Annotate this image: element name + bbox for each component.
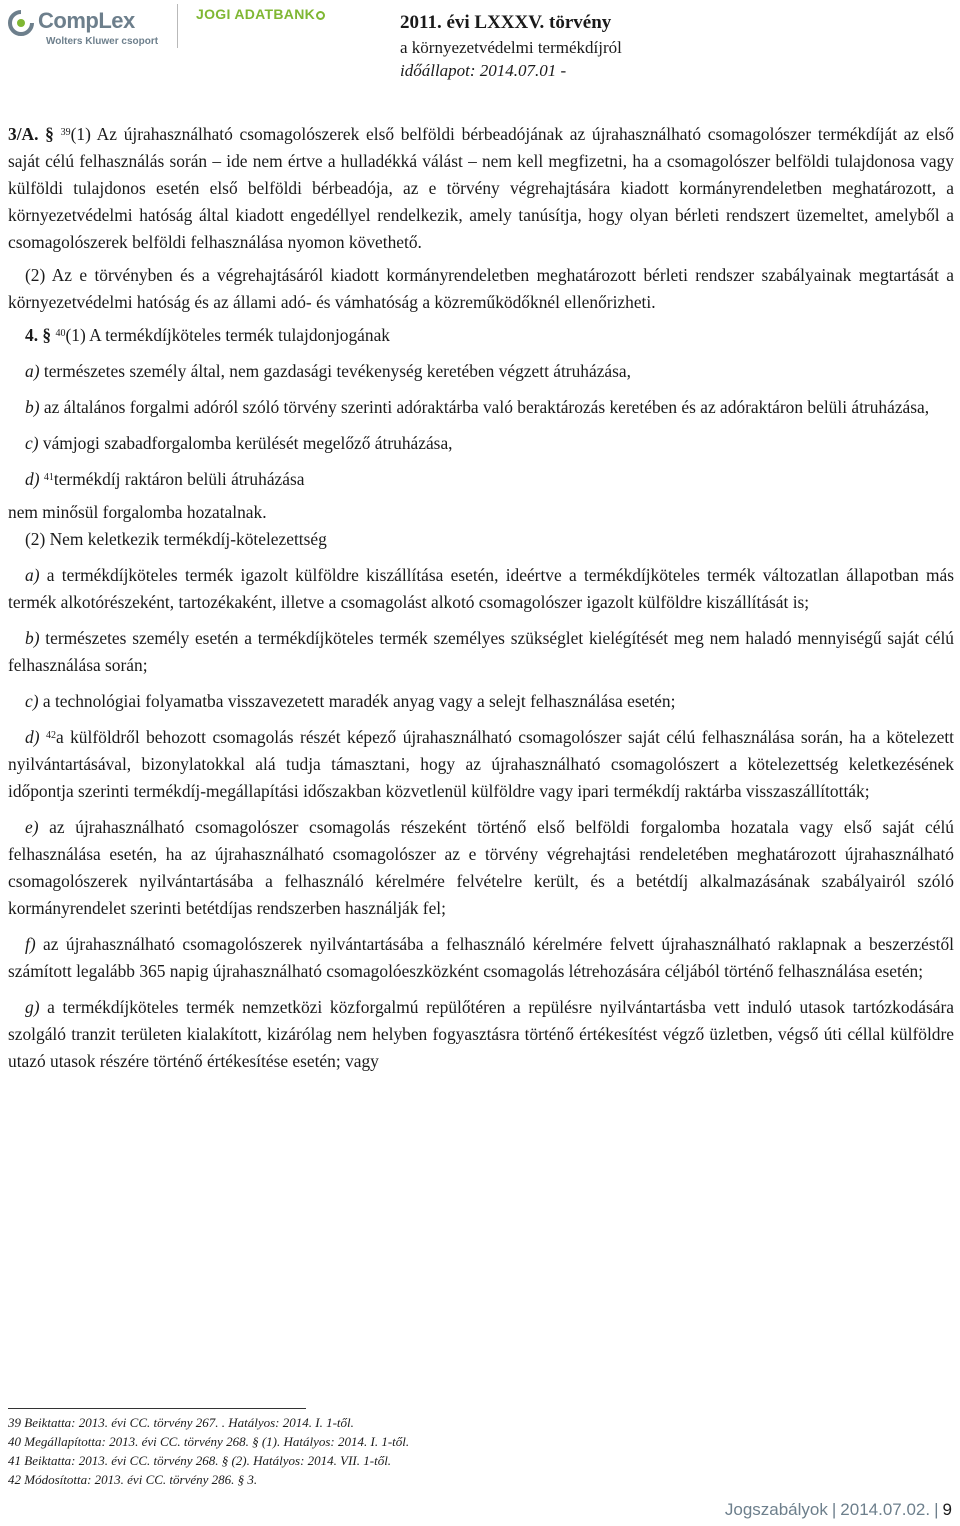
- point-1d-letter: d): [25, 469, 40, 489]
- point-2f: [8, 931, 954, 985]
- footer-date: 2014.07.02.: [840, 1500, 931, 1519]
- section-4-label: 4. §: [25, 325, 52, 345]
- section-3a-text-1: (1) Az újrahasználható csomagolószerek első belföldi bérbeadójának az újrahasználható csomagolószer termékdíját az első saját célú felhasználás során – ide nem értve a hulladékká válást – nem kell megfizetni, ha a csomagolószer belföldi tulajdonosa vagy külföldi tulajdonos esetén első belföldi bérbeadója, az e törvény végrehajtására kiadott kormányrendeletben meghatározott, a környezetvédelmi hatóság által kiadott engedéllyel rendelkezik, amely tanúsítja, hogy olyan bérleti rendszert üzemeltet, amelyből a csomagolószerek belföldi felhasználása nyomon követhető.: [8, 124, 954, 252]
- section-3a-text-2: (2) Az e törvényben és a végrehajtásáról kiadott kormányrendeletben meghatározott bérleti rendszer szabályainak megtartását a környezetvédelmi hatóság és az állami adó- és vámhatóság a közreműködőknél ellenőrizheti.: [8, 265, 954, 312]
- page-header: [0, 0, 960, 88]
- complex-logo-icon: [8, 10, 34, 36]
- footer-source: Jogszabályok: [724, 1500, 828, 1519]
- point-1c-letter: c): [25, 433, 39, 453]
- point-2g-text: a termékdíjköteles termék nemzetközi közforgalmú repülőtéren a repülésre nyilvántartásba vett induló utasok tartózkodására szolgáló tranzit területen kialakított, kizárólag nem helyben fogyasztásra történő értékesítést végző üzletben, végső úti céllal külföldre utazó utasok részére történő értékesítése esetén; vagy: [8, 997, 954, 1071]
- page-footer: [725, 1500, 952, 1520]
- point-2a-letter: a): [25, 565, 40, 585]
- point-1b-text: az általános forgalmi adóról szóló törvény szerinti adóraktárba való beraktározás keretében és az adóraktáron belüli átruházása,: [43, 397, 930, 417]
- point-2c-text: a technológiai folyamatba visszavezetett maradék anyag vagy a selejt felhasználása esetén;: [42, 691, 676, 711]
- footnote-42: 42 Módosította: 2013. évi CC. törvény 286. § 3.: [8, 1472, 258, 1487]
- point-2e: [8, 814, 954, 922]
- point-1a: [8, 358, 954, 385]
- point-2f-letter: f): [25, 934, 36, 954]
- point-2b: [8, 625, 954, 679]
- point-2c-letter: c): [25, 691, 39, 711]
- section-4-text-2: (2) Nem keletkezik termékdíj-kötelezettség: [25, 529, 327, 549]
- point-1b: [8, 394, 954, 421]
- section-4-1-closing-text: nem minősül forgalomba hozatalnak.: [8, 502, 267, 522]
- complex-logo-subtitle: Wolters Kluwer csoport: [46, 36, 159, 47]
- point-1a-text: természetes személy által, nem gazdasági tevékenység keretében végzett átruházása,: [43, 361, 631, 381]
- point-1d: [8, 466, 954, 493]
- footnote-39: 39 Beiktatta: 2013. évi CC. törvény 267. . Hatályos: 2014. I. 1-től.: [8, 1415, 354, 1430]
- section-3a-paragraph-1: [8, 121, 954, 256]
- point-2c: [8, 688, 954, 715]
- footnote-41: 41 Beiktatta: 2013. évi CC. törvény 268. § (2). Hatályos: 2014. VII. 1-től.: [8, 1453, 392, 1468]
- point-2b-text: természetes személy esetén a termékdíjköteles termék személyes szükséglet kielégítését meg nem haladó mennyiségű saját célú felhasználása során;: [8, 628, 954, 675]
- section-4-1-closing: [8, 499, 954, 526]
- point-2d: [8, 724, 954, 805]
- point-1a-letter: a): [25, 361, 40, 381]
- point-2g-letter: g): [25, 997, 40, 1017]
- point-2d-text: a külföldről behozott csomagolás részét képező újrahasználható csomagolószer saját célú felhasználása során, ha a kötelezett nyilvántartásával, bizonylatokkal alá tudja támasztani, hogy az újrahasználható csomagolószert a kötelezettség keletkezésének időpontja szerinti termékdíj-megállapítási időszakban közvetlenül külföldre vagy ipari termékdíj raktárba visszaszállították;: [8, 727, 954, 801]
- point-2f-text: az újrahasználható csomagolószerek nyilvántartásába a felhasználó kérelmére felvett újrahasználható raklapnak a beszerzéstől számított legalább 365 napig újrahasználható csomagolóeszközként csomagolás létrehozására céljából történő felhasználása esetén;: [8, 934, 954, 981]
- point-2a: [8, 562, 954, 616]
- footnote-ref-41[interactable]: 41: [43, 472, 54, 483]
- section-3a-paragraph-2: [8, 262, 954, 316]
- section-4-paragraph-1: [8, 322, 954, 349]
- point-1c-text: vámjogi szabadforgalomba kerülését megelőző átruházása,: [42, 433, 453, 453]
- jogi-adatbank-logo: [196, 6, 325, 22]
- page-number: 9: [942, 1500, 952, 1519]
- footnote-ref-42[interactable]: 42: [45, 730, 56, 741]
- complex-logo-name: CompLex: [38, 8, 135, 33]
- point-1c: [8, 430, 954, 457]
- law-title: 2011. évi LXXXV. törvény: [400, 12, 612, 33]
- footnote-divider: [8, 1408, 306, 1409]
- law-subtitle: a környezetvédelmi termékdíjról: [400, 38, 622, 57]
- footnote-ref-40[interactable]: 40: [55, 328, 66, 339]
- section-4-paragraph-2: [8, 526, 954, 553]
- footnote-40: 40 Megállapította: 2013. évi CC. törvény 268. § (1). Hatályos: 2014. I. 1-től.: [8, 1434, 410, 1449]
- point-2d-letter: d): [25, 727, 40, 747]
- point-2b-letter: b): [25, 628, 40, 648]
- footnote-ref-39[interactable]: 39: [60, 127, 71, 138]
- time-state: időállapot: 2014.07.01 -: [400, 61, 567, 80]
- point-2g: [8, 994, 954, 1075]
- point-2a-text: a termékdíjköteles termék igazolt külföldre kiszállítása esetén, ideértve a termékdíjköteles termék változatlan állapotban más termék alkotórészeként, tartozékaként, illetve a csomagolást alkotó csomagolószer igazolt külföldre kiszállítását is;: [8, 565, 954, 612]
- point-1b-letter: b): [25, 397, 40, 417]
- logo-divider: [177, 4, 178, 48]
- point-2e-text: az újrahasználható csomagolószer csomagolás részeként történő első belföldi forgalomba hozatala vagy első saját célú felhasználása esetén, ha az újrahasználható csomagolószer az e törvény végrehajtási rendeletében meghatározott újrahasználható csomagolószerek nyilvántartásába a felhasználó kérelmére felvételre került, és a betétdíj alkalmazásának szabályairól szóló kormányrendelet szerinti betétdíjas rendszerben használják fel;: [8, 817, 954, 918]
- footer-separator: |: [831, 1500, 837, 1519]
- section-4-text-1: (1) A termékdíjköteles termék tulajdonjogának: [65, 325, 390, 345]
- footnotes: [8, 1413, 608, 1489]
- footer-separator-2: |: [934, 1500, 939, 1519]
- point-2e-letter: e): [25, 817, 39, 837]
- point-1d-text: termékdíj raktáron belüli átruházása: [53, 469, 305, 489]
- section-3a-label: 3/A. §: [8, 124, 54, 144]
- document-body: [8, 121, 954, 1075]
- complex-logo: [8, 8, 168, 48]
- jogi-logo-dot-icon: [316, 11, 325, 20]
- jogi-adatbank-text: JOGI ADATBANK: [196, 6, 316, 22]
